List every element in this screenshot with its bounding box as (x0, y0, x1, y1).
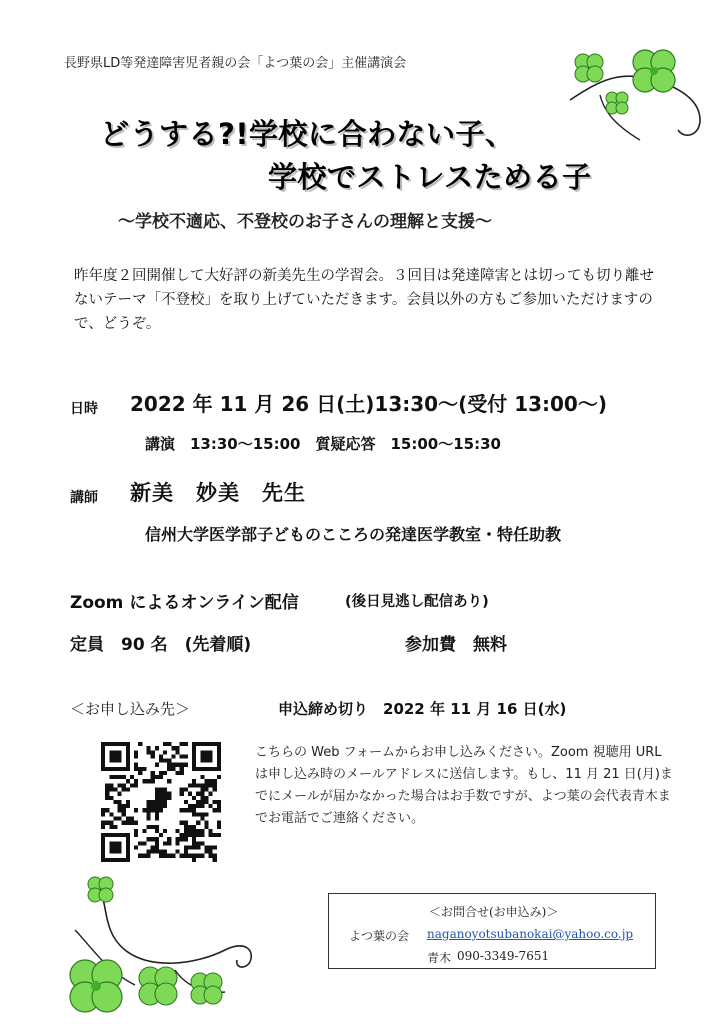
subtitle: ～学校不適応、不登校のお子さんの理解と支援～ (118, 212, 492, 232)
zoom-delivery: Zoom によるオンライン配信 (70, 593, 299, 613)
speaker-affiliation: 信州大学医学部子どものこころの発達医学教室・特任助教 (145, 525, 562, 544)
application-deadline: 申込締め切り 2022 年 11 月 16 日(水) (278, 700, 567, 718)
speaker-name: 新美 妙美 先生 (130, 481, 306, 505)
clover-decoration-bottom-left-icon (55, 870, 285, 1015)
application-instructions: こちらの Web フォームからお申し込みください。Zoom 視聴用 URL は申し込み時のメールアドレスに送信します。もし、11 月 21 日(月)までにメールが届かなかった場合はお手数ですが、よつ葉の会代表青木までお電話でご連絡ください。 (255, 745, 673, 826)
capacity: 定員 90 名 (先着順) (70, 635, 252, 655)
date-value: 2022 年 11 月 26 日(土)13:30～(受付 13:00～) (130, 392, 607, 416)
clover-decoration-top-right-icon (560, 40, 710, 150)
intro-paragraph: 昨年度２回開催して大好評の新美先生の学習会。３回目は発達障害とは切っても切り離せないテーマ「不登校」を取り上げていただきます。会員以外の方もご参加いただけますので、どうぞ。 (74, 268, 654, 332)
contact-person: 青木 (427, 951, 452, 965)
contact-email-link[interactable]: naganoyotsubanokai@yahoo.co.jp (427, 927, 634, 941)
contact-box (328, 893, 656, 969)
speaker-label: 講師 (70, 490, 98, 506)
contact-organization: よつ葉の会 (349, 929, 410, 943)
date-label: 日時 (70, 401, 98, 417)
title-line-1: どうする?!学校に合わない子、 (100, 117, 515, 151)
qr-code-icon[interactable] (101, 742, 221, 862)
contact-phone: 090-3349-7651 (457, 949, 550, 963)
contact-title: ＜お問合せ(お申込み)＞ (429, 905, 559, 919)
application-heading: ＜お申し込み先＞ (70, 700, 191, 718)
zoom-note: (後日見逃し配信あり) (345, 594, 489, 610)
organizer-line: 長野県LD等発達障害児者親の会「よつ葉の会」主催講演会 (64, 56, 407, 71)
title-line-2: 学校でストレスためる子 (268, 160, 592, 194)
schedule: 講演 13:30～15:00 質疑応答 15:00～15:30 (145, 435, 501, 453)
fee: 参加費 無料 (405, 635, 507, 655)
